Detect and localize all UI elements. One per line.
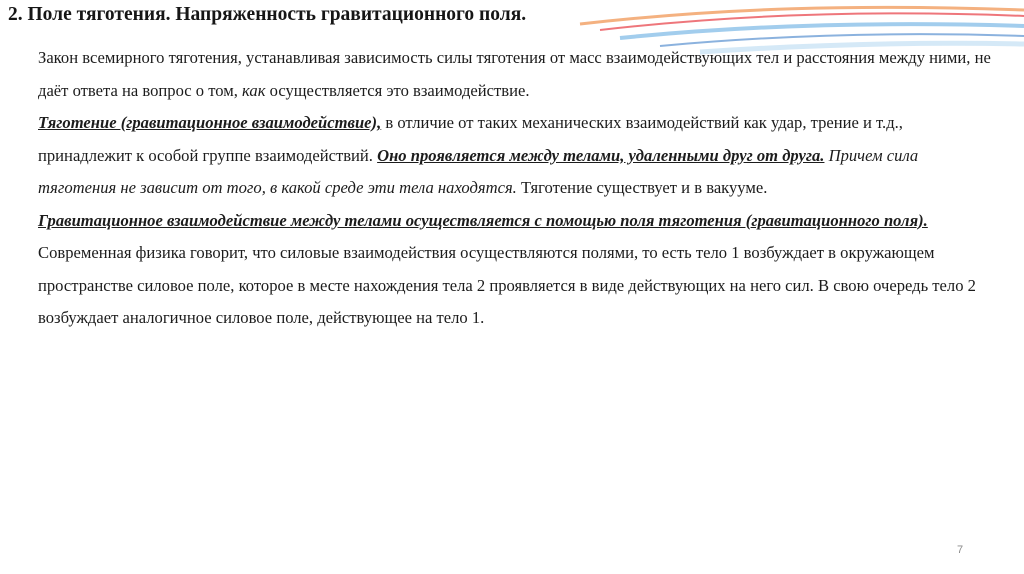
gravitation-text: в отличие от таких механических взаимодействий как удар, трение и т.д., принадлежит к особой группе взаимодействий. (38, 113, 903, 165)
gravitation-term: Тяготение (гравитационное взаимодействие), (38, 113, 382, 132)
paragraph-field-definition (38, 205, 993, 238)
law-italic-word: как (242, 80, 266, 100)
swoosh-line-lightblue (620, 24, 1024, 38)
law-text: Закон всемирного тяготения, устанавливая зависимость силы тяготения от масс взаимодействующих тел и расстояния между ними, не даёт ответа на вопрос о том, (38, 48, 991, 100)
gravitation-emphasis: Оно проявляется между телами, удаленными друг от друга. (377, 145, 825, 165)
gravitation-italic: Причем сила тяготения не зависит от того, в какой среде эти тела находятся. (38, 145, 919, 197)
paragraph-law (38, 42, 993, 107)
paragraph-modern-physics (38, 237, 993, 335)
slide-title: 2. Поле тяготения. Напряженность гравитационного поля. (8, 4, 527, 25)
paragraph-gravitation (38, 107, 993, 205)
field-definition-emphasis: Гравитационное взаимодействие между телами осуществляется с помощью поля тяготения (гравитационного поля). (38, 210, 928, 230)
gravitation-text-end: Тяготение существует и в вакууме. (516, 178, 768, 197)
modern-physics-text: Современная физика говорит, что силовые взаимодействия осуществляются полями, то есть тело 1 возбуждает в окружающем пространстве силовое поле, которое в месте нахождения тела 2 проявляется в виде действующих на него сил. В свою очередь тело 2 возбуждает аналогичное силовое поле, действующее на тело 1. (38, 243, 976, 327)
law-text-end: осуществляется это взаимодействие. (265, 80, 530, 100)
slide-body (38, 42, 993, 335)
slide-number: 7 (957, 544, 964, 556)
swoosh-line-orange (580, 7, 1024, 24)
swoosh-line-red (600, 13, 1024, 30)
